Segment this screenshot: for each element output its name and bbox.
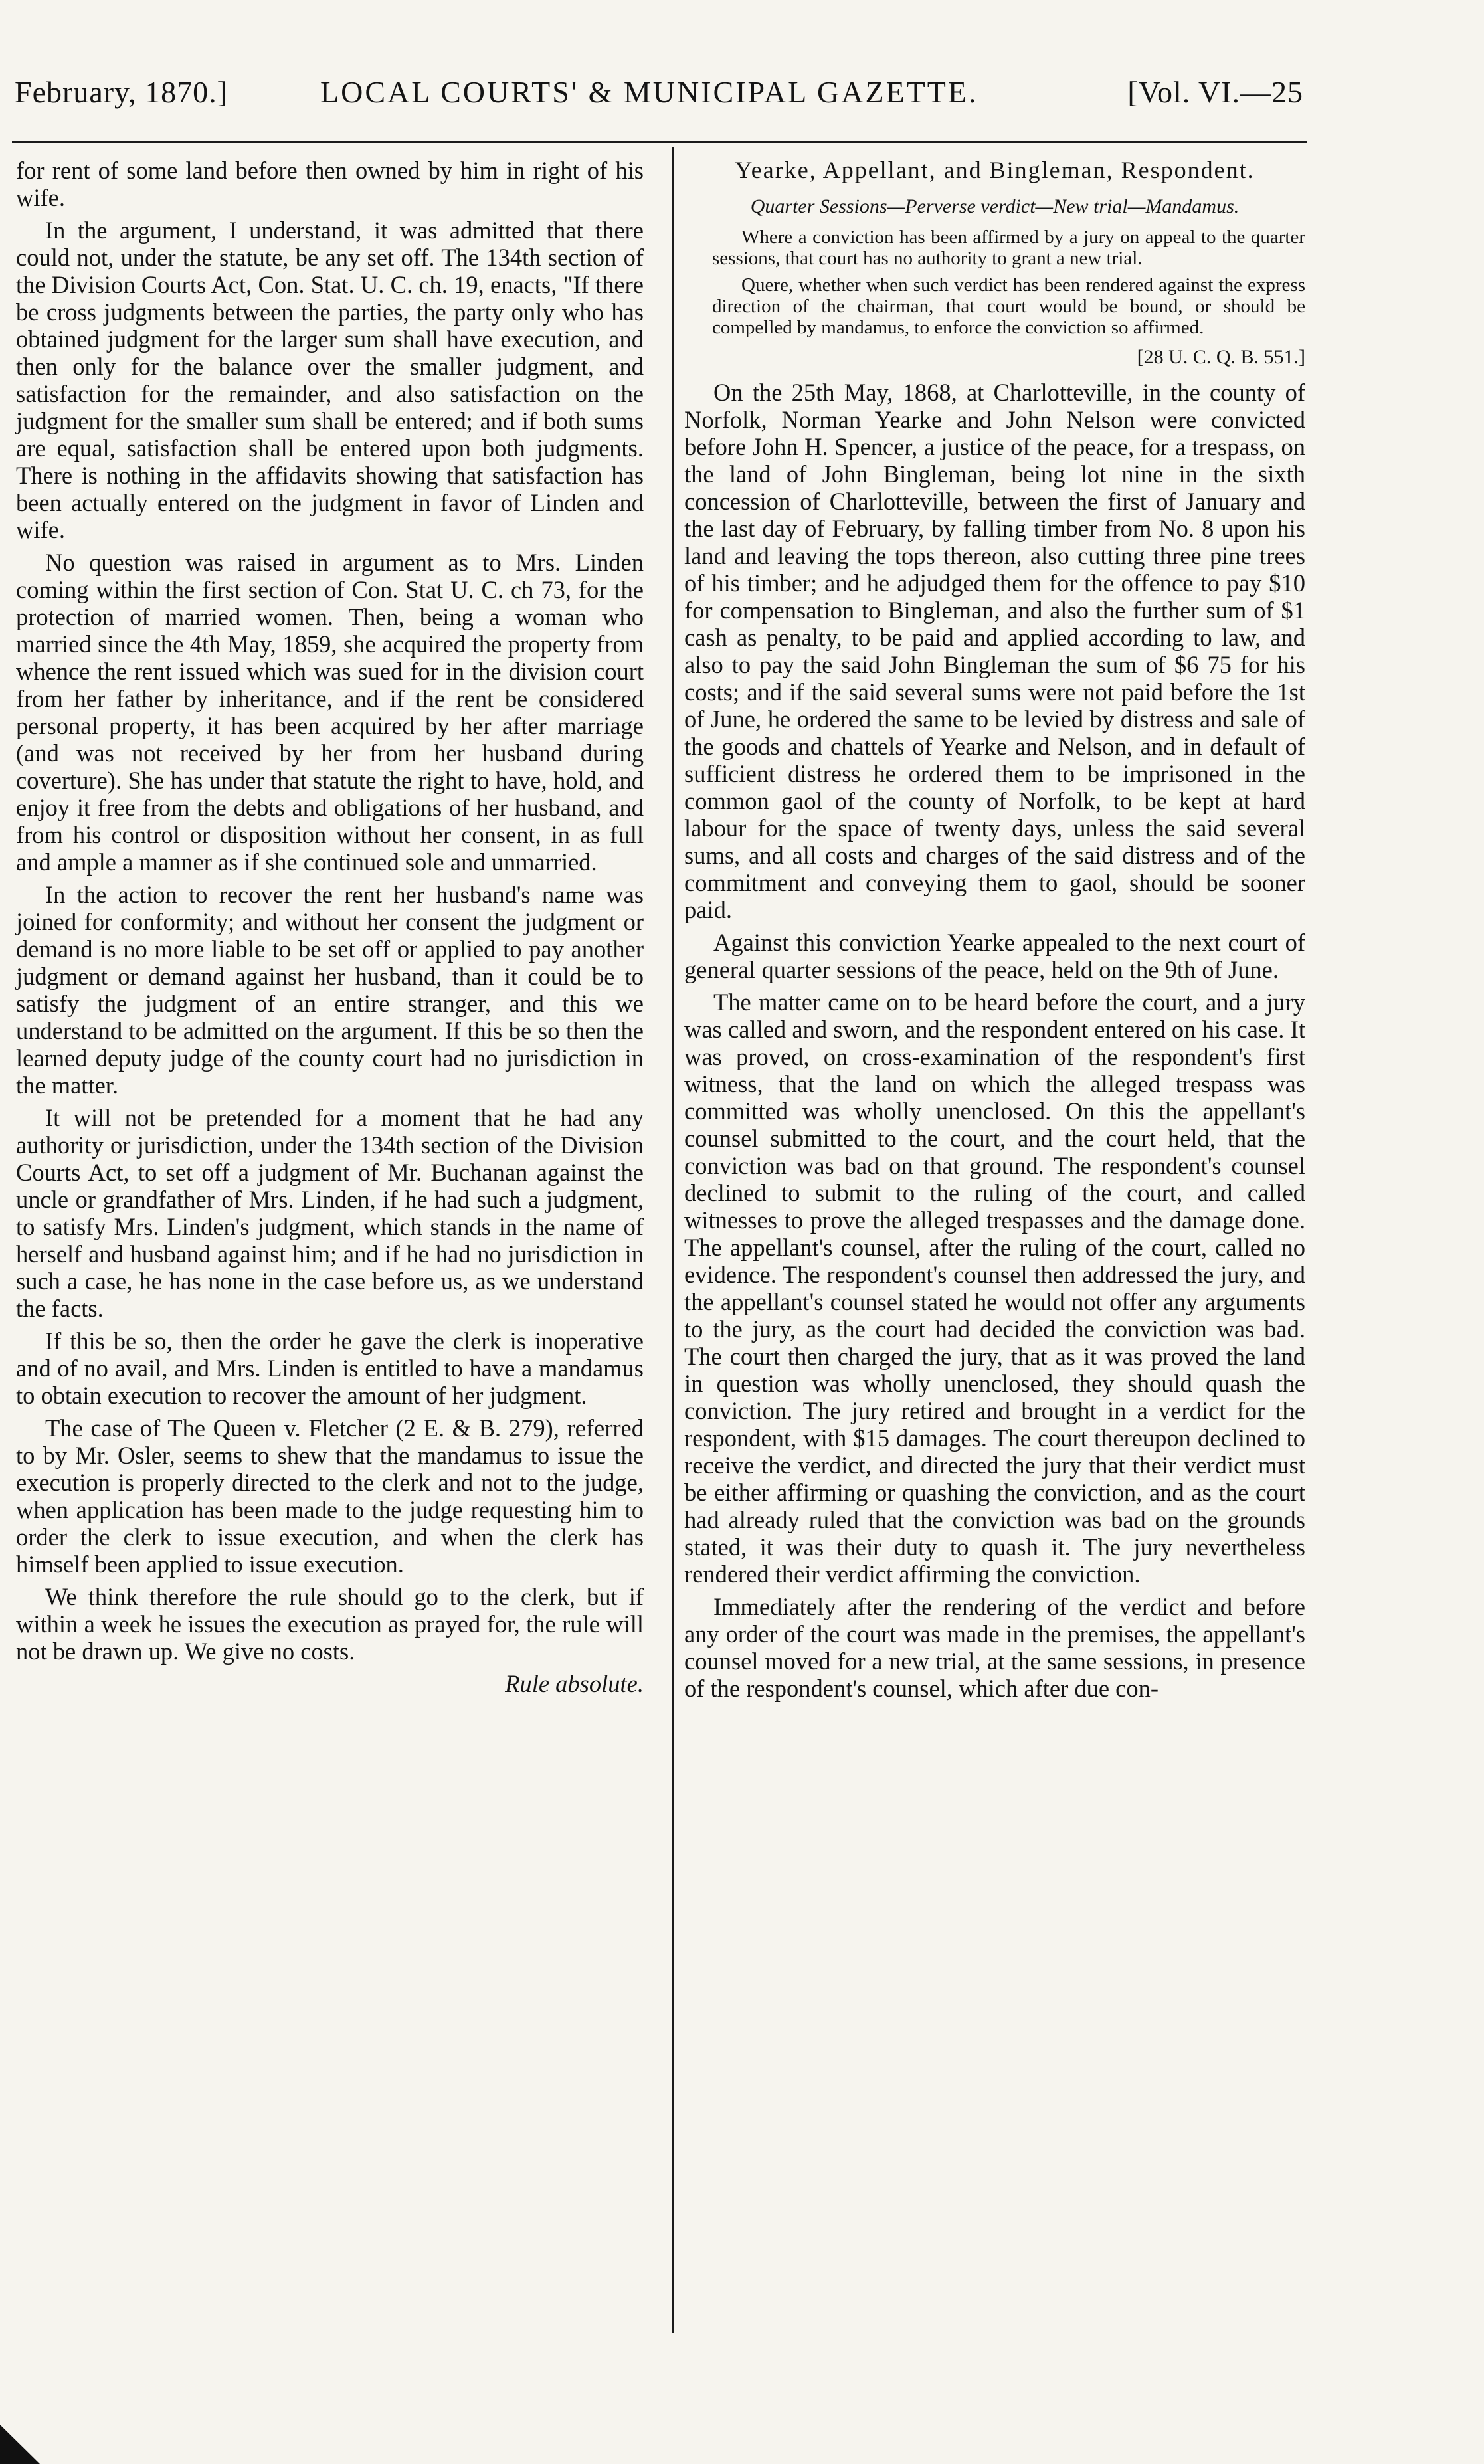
left-column [16,157,644,1697]
column-divider [672,147,674,2333]
headnote: Quere, whether when such verdict has been rendered against the express direction of the chairman, that court would be bound, or should be compelled by mandamus, to enforce the conviction so affirmed. [712,274,1305,338]
paragraph: for rent of some land before then owned by him in right of his wife. [16,157,644,211]
paragraph: In the action to recover the rent her husband's name was joined for conformity; and without her consent the judgment or demand is no more liable to be set off or applied to pay another judgment or demand against her husband, than it could be to satisfy the judgment of an entire stranger, and this we understand to be admitted on the argument. If this be so then the learned deputy judge of the county court had no jurisdiction in the matter. [16,881,644,1099]
case-title: Yearke, Appellant, and Bingleman, Respondent. [735,157,1255,183]
paragraph: The case of The Queen v. Fletcher (2 E. & B. 279), referred to by Mr. Osler, seems to shew that the mandamus to issue the execution is properly directed to the clerk and not to the judge, when application has been made to the judge requesting him to order the clerk to issue execution, and when the clerk has himself been applied to issue execution. [16,1414,644,1578]
header-date: February, 1870.] [15,75,228,109]
paragraph: We think therefore the rule should go to the clerk, but if within a week he issues the execution as prayed for, the rule will not be drawn up. We give no costs. [16,1583,644,1665]
scan-corner-mark [0,2425,40,2464]
paragraph: No question was raised in argument as to Mrs. Linden coming within the first section of Con. Stat U. C. ch 73, for the protection of married women. Then, being a woman who married since the 4th May, 1859, she acquired the property from whence the rent issued which was sued for in the division court from her father by inheritance, and if the rent be considered personal property, it has been acquired by her after marriage (and was not received by her from her husband during coverture). She has under that statute the right to have, hold, and enjoy it free from the debts and obligations of her husband, and from his control or disposition without her consent, in as full and ample a manner as if she continued sole and unmarried. [16,549,644,876]
case-citation: [28 U. C. Q. B. 551.] [1137,346,1305,368]
volume-page-number: [Vol. VI.—25 [1127,75,1303,109]
publication-title: LOCAL COURTS' & MUNICIPAL GAZETTE. [320,75,978,109]
headnote-keywords: Quarter Sessions—Perverse verdict—New trial—Mandamus. [750,195,1240,217]
right-column [684,157,1305,1707]
paragraph: Against this conviction Yearke appealed to the next court of general quarter sessions of the peace, held on the 9th of June. [684,929,1305,983]
page-header [15,74,1303,121]
paragraph: It will not be pretended for a moment that he had any authority or jurisdiction, under the 134th section of the Division Courts Act, to set off a judgment of Mr. Buchanan against the uncle or grandfather of Mrs. Linden, if he had such a judgment, to satisfy Mrs. Linden's judgment, which stands in the name of herself and husband against him; and if he had no jurisdiction in such a case, he has none in the case before us, as we understand the facts. [16,1104,644,1322]
paragraph: Immediately after the rendering of the verdict and before any order of the court was made in the premises, the appellant's counsel moved for a new trial, at the same sessions, in presence of the respondent's counsel, which after due con- [684,1593,1305,1702]
ruling: Rule absolute. [505,1670,644,1697]
paragraph: The matter came on to be heard before the court, and a jury was called and sworn, and the respondent entered on his case. It was proved, on cross-examination of the respondent's first witness, that the land on which the alleged trespass was committed was wholly unenclosed. On this the appellant's counsel submitted to the court, and the court held, that the conviction was bad on that ground. The respondent's counsel declined to submit to the ruling of the court, and called witnesses to prove the alleged trespasses and the damage done. The appellant's counsel, after the ruling of the court, called no evidence. The respondent's counsel then addressed the jury, and the appellant's counsel stated he would not offer any arguments to the jury, as the court had decided the conviction was bad. The court then charged the jury, that as it was proved the land in question was wholly unenclosed, they should quash the conviction. The jury retired and brought in a verdict for the respondent, with $15 damages. The court thereupon declined to receive the verdict, and directed the jury that their verdict must be either affirming or quashing the conviction, and as the court had already ruled that the conviction was bad on the grounds stated, it was their duty to quash it. The jury nevertheless rendered their verdict affirming the conviction. [684,989,1305,1588]
headnote: Where a conviction has been affirmed by a jury on appeal to the quarter sessions, that court has no authority to grant a new trial. [712,227,1305,269]
paragraph: In the argument, I understand, it was admitted that there could not, under the statute, be any set off. The 134th section of the Division Courts Act, Con. Stat. U. C. ch. 19, enacts, "If there be cross judgments between the parties, the party only who has obtained judgment for the larger sum shall have execution, and then only for the balance over the smaller judgment, and satisfaction for the remainder, and also satisfaction on the judgment for the smaller sum shall be entered; and if both sums are equal, satisfaction shall be entered upon both judgments. There is nothing in the affidavits showing that satisfaction has been actually entered on the judgment in favor of Linden and wife. [16,217,644,543]
paragraph: On the 25th May, 1868, at Charlotteville, in the county of Norfolk, Norman Yearke and John Nelson were convicted before John H. Spencer, a justice of the peace, for a trespass, on the land of John Bingleman, being lot nine in the sixth concession of Charlotteville, between the first of January and the last day of February, by falling timber from No. 8 upon his land and leaving the tops thereon, also cutting three pine trees of his timber; and he adjudged them for the offence to pay $10 for compensation to Bingleman, and also the further sum of $1 cash as penalty, to be paid and applied according to law, and also to pay the said John Bingleman the sum of $6 75 for his costs; and if the said several sums were not paid before the 1st of June, he ordered the same to be levied by distress and sale of the goods and chattels of Yearke and Nelson, and in default of sufficient distress he ordered them to be imprisoned in the common gaol of the county of Norfolk, to be kept at hard labour for the space of twenty days, unless the said several sums, and all costs and charges of the said distress and of the commitment and conveying them to gaol, should be sooner paid. [684,379,1305,923]
paragraph: If this be so, then the order he gave the clerk is inoperative and of no avail, and Mrs. Linden is entitled to have a mandamus to obtain execution to recover the amount of her judgment. [16,1327,644,1409]
header-rule [12,141,1307,143]
